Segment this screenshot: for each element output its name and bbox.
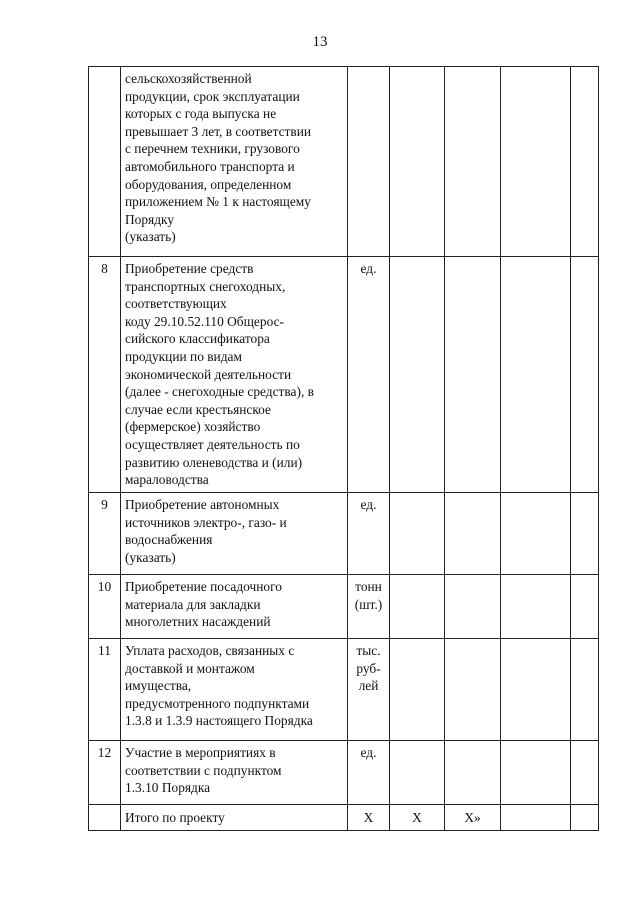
table-row [89,741,599,805]
row-unit: тыс. руб- лей [348,639,390,741]
empty-cell [445,741,501,805]
empty-cell [445,257,501,493]
empty-cell [571,257,599,493]
empty-cell [571,67,599,257]
row-number: 11 [89,639,121,741]
empty-cell [501,575,571,639]
row-number: 9 [89,493,121,575]
row-description: Приобретение автономных источников электро-, газо- и водоснабжения (указать) [121,493,348,575]
total-label: Итого по проекту [121,805,348,831]
row-description: Уплата расходов, связанных с доставкой и монтажом имущества, предусмотренного подпунктами 1.3.8 и 1.3.9 настоящего Порядка [121,639,348,741]
empty-cell [571,639,599,741]
total-mark: Х» [445,805,501,831]
row-unit: ед. [348,741,390,805]
table-row [89,67,599,257]
empty-cell [390,493,445,575]
empty-cell [501,805,571,831]
total-mark: Х [348,805,390,831]
row-description: Участие в мероприятиях в соответствии с подпунктом 1.3.10 Порядка [121,741,348,805]
empty-cell [390,741,445,805]
empty-cell [445,493,501,575]
empty-cell [501,741,571,805]
row-number: 12 [89,741,121,805]
row-number [89,67,121,257]
empty-cell [89,805,121,831]
total-row [89,805,599,831]
empty-cell [390,67,445,257]
empty-cell [390,639,445,741]
row-unit [348,67,390,257]
row-description: сельскохозяйственной продукции, срок эксплуатации которых с года выпуска не превышает 3 лет, в соответствии с перечнем техники, грузового автомобильного транспорта и оборудования, определенном приложением № 1 к настоящему Порядку (указать) [121,67,348,257]
row-number: 8 [89,257,121,493]
empty-cell [571,741,599,805]
row-number: 10 [89,575,121,639]
empty-cell [445,67,501,257]
empty-cell [571,493,599,575]
table-row [89,575,599,639]
empty-cell [445,575,501,639]
row-unit: тонн (шт.) [348,575,390,639]
page-number: 13 [312,34,328,50]
row-description: Приобретение средств транспортных снегоходных, соответствующих коду 29.10.52.110 Общерос- сийского классификатора продукции по видам экономической деятельности (далее - снегоходные средства), в случае если крестьянское (фермерское) хозяйство осуществляет деятельность по развитию оленеводства и (или) мараловодства [121,257,348,493]
empty-cell [571,805,599,831]
empty-cell [390,575,445,639]
empty-cell [571,575,599,639]
empty-cell [501,639,571,741]
empty-cell [390,257,445,493]
table-row [89,639,599,741]
empty-cell [501,67,571,257]
table-row [89,493,599,575]
total-mark: Х [390,805,445,831]
empty-cell [501,257,571,493]
row-description: Приобретение посадочного материала для закладки многолетних насаждений [121,575,348,639]
row-unit: ед. [348,257,390,493]
row-unit: ед. [348,493,390,575]
empty-cell [445,639,501,741]
table-row [89,257,599,493]
empty-cell [501,493,571,575]
measures-table [88,66,599,831]
